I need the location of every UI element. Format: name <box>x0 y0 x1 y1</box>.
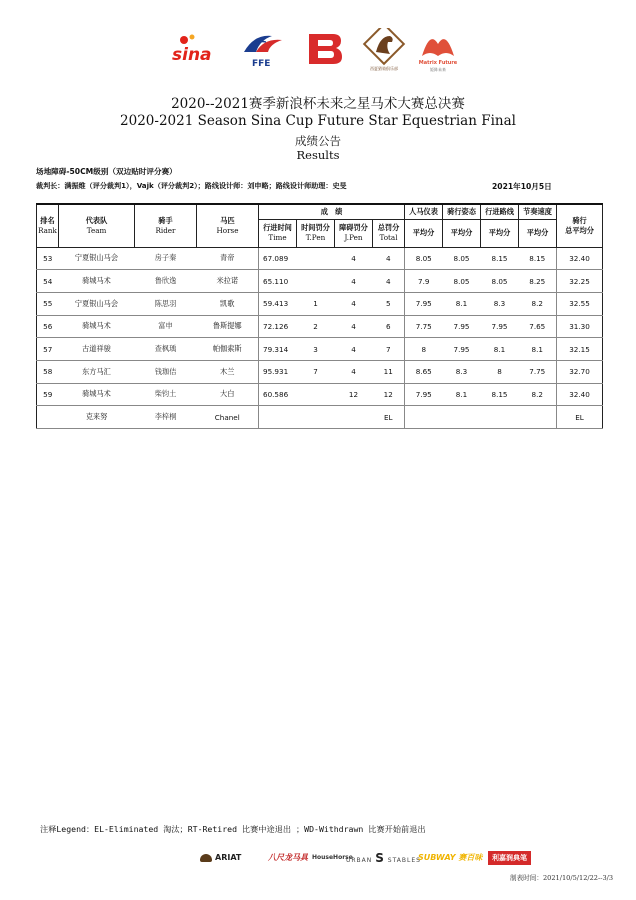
cell-score-1: 7.95 <box>405 383 443 406</box>
cell-team: 古道祥骏 <box>59 338 135 361</box>
header-average-4: 平均分 <box>519 219 557 247</box>
table-header <box>37 204 603 247</box>
table-row <box>37 383 603 406</box>
table-row <box>37 247 603 270</box>
cell-rider: 鲁欣逸 <box>135 270 197 293</box>
header-rank: 排名 Rank <box>37 204 59 247</box>
table-body <box>37 247 603 429</box>
cell-jump-penalty: 4 <box>335 338 373 361</box>
cell-team: 东方马汇 <box>59 360 135 383</box>
cell-score-3: 8.15 <box>481 383 519 406</box>
table-row <box>37 315 603 338</box>
cell-final-average: 32.55 <box>557 292 603 315</box>
cell-final-average: 32.40 <box>557 247 603 270</box>
cell-final-average: 31.30 <box>557 315 603 338</box>
header-average-1: 平均分 <box>405 219 443 247</box>
cell-total-penalty: 7 <box>373 338 405 361</box>
cell-jump-penalty: 4 <box>335 247 373 270</box>
cell-time-penalty: 3 <box>297 338 335 361</box>
cell-final-average: 32.40 <box>557 383 603 406</box>
cell-horse: 鲁斯提娜 <box>197 315 259 338</box>
cell-score-3: 8.3 <box>481 292 519 315</box>
sponsor-house-horse: HouseHorse <box>312 854 353 861</box>
cell-score-3: 8 <box>481 360 519 383</box>
cell-time-penalty <box>297 383 335 406</box>
cell-rider: 查枫瑀 <box>135 338 197 361</box>
cell-total-penalty: 4 <box>373 270 405 293</box>
cell-horse: Chanel <box>197 406 259 429</box>
subtitle-chinese: 成绩公告 <box>295 134 341 148</box>
table-row <box>37 270 603 293</box>
logo-bar <box>0 26 636 76</box>
cell-rank: 55 <box>37 292 59 315</box>
cell-score-2: 7.95 <box>443 315 481 338</box>
cell-score-4: 8.2 <box>519 383 557 406</box>
cell-score-1: 7.9 <box>405 270 443 293</box>
ffe-logo-text: FFE <box>252 59 271 69</box>
cell-time: 72.126 <box>259 315 297 338</box>
cell-horse: 木兰 <box>197 360 259 383</box>
header-time-penalty: 时间罚分 T.Pen <box>297 219 335 247</box>
cell-time: 60.586 <box>259 383 297 406</box>
cell-time-penalty: 2 <box>297 315 335 338</box>
table-row <box>37 338 603 361</box>
cell-score-1: 7.75 <box>405 315 443 338</box>
title-chinese: 2020--2021赛季新浪杯未来之星马术大赛总决赛 <box>171 96 465 112</box>
header-final-average: 骑行 总平均分 <box>557 204 603 247</box>
cell-time-penalty: 1 <box>297 292 335 315</box>
header-horse: 马匹 Horse <box>197 204 259 247</box>
urban-post-text: STABLES <box>387 857 421 864</box>
cell-score-2 <box>443 406 481 429</box>
sponsor-subway <box>418 849 482 867</box>
header-criterion-2: 骑行姿态 <box>443 204 481 219</box>
subway-cn-text: 赛百味 <box>458 853 483 862</box>
cell-jump-penalty: 4 <box>335 270 373 293</box>
cell-team: 骑城马术 <box>59 270 135 293</box>
cell-time-penalty <box>297 406 335 429</box>
header-rider: 骑手 Rider <box>135 204 197 247</box>
cell-rank: 58 <box>37 360 59 383</box>
sponsor-urban-stables <box>346 849 421 867</box>
sponsor-ariat-text: ARIAT <box>215 853 242 862</box>
cell-rank: 56 <box>37 315 59 338</box>
cell-score-2: 8.05 <box>443 247 481 270</box>
cell-horse: 凯歌 <box>197 292 259 315</box>
cell-jump-penalty: 4 <box>335 292 373 315</box>
subway-text: SUBWAY <box>418 853 456 862</box>
cell-rider: 富申 <box>135 315 197 338</box>
cell-rider: 房子秦 <box>135 247 197 270</box>
cell-score-1: 8 <box>405 338 443 361</box>
cell-team: 宁夏银山马会 <box>59 247 135 270</box>
cell-team: 骑城马术 <box>59 315 135 338</box>
cell-time-penalty <box>297 270 335 293</box>
cell-score-4: 8.1 <box>519 338 557 361</box>
sponsor-lijia: 利嘉润典笔 <box>488 851 531 865</box>
header-total-penalty: 总罚分 Total <box>373 219 405 247</box>
header-average-3: 平均分 <box>481 219 519 247</box>
cell-rank: 53 <box>37 247 59 270</box>
cell-horse: 大白 <box>197 383 259 406</box>
legend-note: 注释Legend：EL-Eliminated 淘汰；RT-Retired 比赛中途退出 ；WD-Withdrawn 比赛开始前退出 <box>40 824 426 834</box>
cell-rank: 59 <box>37 383 59 406</box>
cell-time: 59.413 <box>259 292 297 315</box>
cell-score-1: 8.05 <box>405 247 443 270</box>
sponsor-daxing: 八尺龙马具 <box>268 853 308 862</box>
cell-rider: 柴钧土 <box>135 383 197 406</box>
cell-score-3: 8.1 <box>481 338 519 361</box>
cell-score-2: 8.3 <box>443 360 481 383</box>
cell-score-2: 8.1 <box>443 292 481 315</box>
cell-score-3: 7.95 <box>481 315 519 338</box>
cell-jump-penalty: 12 <box>335 383 373 406</box>
header-criterion-3: 行进路线 <box>481 204 519 219</box>
header-average-2: 平均分 <box>443 219 481 247</box>
matrix-logo-text: Matrix Future <box>418 60 458 66</box>
header-time: 行进时间 Time <box>259 219 297 247</box>
table-row <box>37 360 603 383</box>
cell-score-2: 7.95 <box>443 338 481 361</box>
sponsor-ariat <box>200 849 241 867</box>
cell-score-1 <box>405 406 443 429</box>
header-criterion-4: 节奏速度 <box>519 204 557 219</box>
cell-team: 克来努 <box>59 406 135 429</box>
print-timestamp: 制表时间：2021/10/5/12/22--3/3 <box>510 874 614 882</box>
cell-rank: 57 <box>37 338 59 361</box>
cell-rank <box>37 406 59 429</box>
cell-score-1: 8.65 <box>405 360 443 383</box>
cell-score-4: 8.15 <box>519 247 557 270</box>
cell-score-1: 7.95 <box>405 292 443 315</box>
cell-time: 67.089 <box>259 247 297 270</box>
cell-score-3: 8.05 <box>481 270 519 293</box>
cell-score-3: 8.15 <box>481 247 519 270</box>
header-team: 代表队 Team <box>59 204 135 247</box>
subtitle-english: Results <box>296 148 340 162</box>
cell-time-penalty: 7 <box>297 360 335 383</box>
cell-horse: 青帝 <box>197 247 259 270</box>
cell-jump-penalty <box>335 406 373 429</box>
results-table <box>36 203 603 429</box>
cell-score-4: 7.75 <box>519 360 557 383</box>
cell-rider: 李梓桐 <box>135 406 197 429</box>
cell-score-2: 8.1 <box>443 383 481 406</box>
urban-s-mark: S <box>375 851 385 865</box>
sina-logo <box>172 34 224 64</box>
matrix-logo-caption: 矩阵未来 <box>430 67 446 72</box>
cell-time: 65.110 <box>259 270 297 293</box>
cell-score-4 <box>519 406 557 429</box>
cell-total-penalty: 5 <box>373 292 405 315</box>
officials-line: 裁判长：满振维（评分裁判1），Vajk（评分裁判2）；路线设计师：刘申略；路线设计师助理：史旻 <box>36 181 347 190</box>
cell-jump-penalty: 4 <box>335 315 373 338</box>
event-date: 2021年10月5日 <box>492 182 552 191</box>
cell-score-4: 8.25 <box>519 270 557 293</box>
cell-total-penalty: 12 <box>373 383 405 406</box>
cell-team: 骑城马术 <box>59 383 135 406</box>
cell-score-3 <box>481 406 519 429</box>
cell-rank: 54 <box>37 270 59 293</box>
horse-club-caption: 西夏猎骑俱乐部 <box>370 66 398 71</box>
header-criterion-1: 人马仪表 <box>405 204 443 219</box>
urban-pre-text: URBAN <box>346 857 373 864</box>
cell-total-penalty: 11 <box>373 360 405 383</box>
table-row <box>37 292 603 315</box>
cell-jump-penalty: 4 <box>335 360 373 383</box>
class-name: 场地障碍-50CM级别（双边贴时评分赛） <box>36 167 177 176</box>
header-score-group: 成 绩 <box>259 204 405 219</box>
ariat-horse-icon <box>200 854 212 862</box>
cell-final-average: EL <box>557 406 603 429</box>
cell-time: 95.931 <box>259 360 297 383</box>
cell-time: 79.314 <box>259 338 297 361</box>
cell-final-average: 32.70 <box>557 360 603 383</box>
cell-time-penalty <box>297 247 335 270</box>
cell-rider: 陈思羽 <box>135 292 197 315</box>
cell-horse: 帕伽索斯 <box>197 338 259 361</box>
cell-team: 宁夏银山马会 <box>59 292 135 315</box>
cell-score-4: 8.2 <box>519 292 557 315</box>
cell-rider: 钱珈佶 <box>135 360 197 383</box>
cell-total-penalty: 6 <box>373 315 405 338</box>
sina-logo-text: sina <box>172 45 212 64</box>
cell-final-average: 32.15 <box>557 338 603 361</box>
b-brand-logo <box>305 32 345 66</box>
cell-time <box>259 406 297 429</box>
table-row <box>37 406 603 429</box>
cell-final-average: 32.25 <box>557 270 603 293</box>
cell-horse: 米拉诺 <box>197 270 259 293</box>
matrix-future-logo <box>416 28 460 74</box>
ffe-logo <box>238 30 288 70</box>
cell-total-penalty: EL <box>373 406 405 429</box>
cell-total-penalty: 4 <box>373 247 405 270</box>
header-jump-penalty: 障碍罚分 J.Pen <box>335 219 373 247</box>
cell-score-2: 8.05 <box>443 270 481 293</box>
sponsor-bar <box>0 849 636 869</box>
cell-score-4: 7.65 <box>519 315 557 338</box>
title-english: 2020-2021 Season Sina Cup Future Star Equestrian Final <box>120 113 516 129</box>
horse-club-logo <box>362 28 406 74</box>
